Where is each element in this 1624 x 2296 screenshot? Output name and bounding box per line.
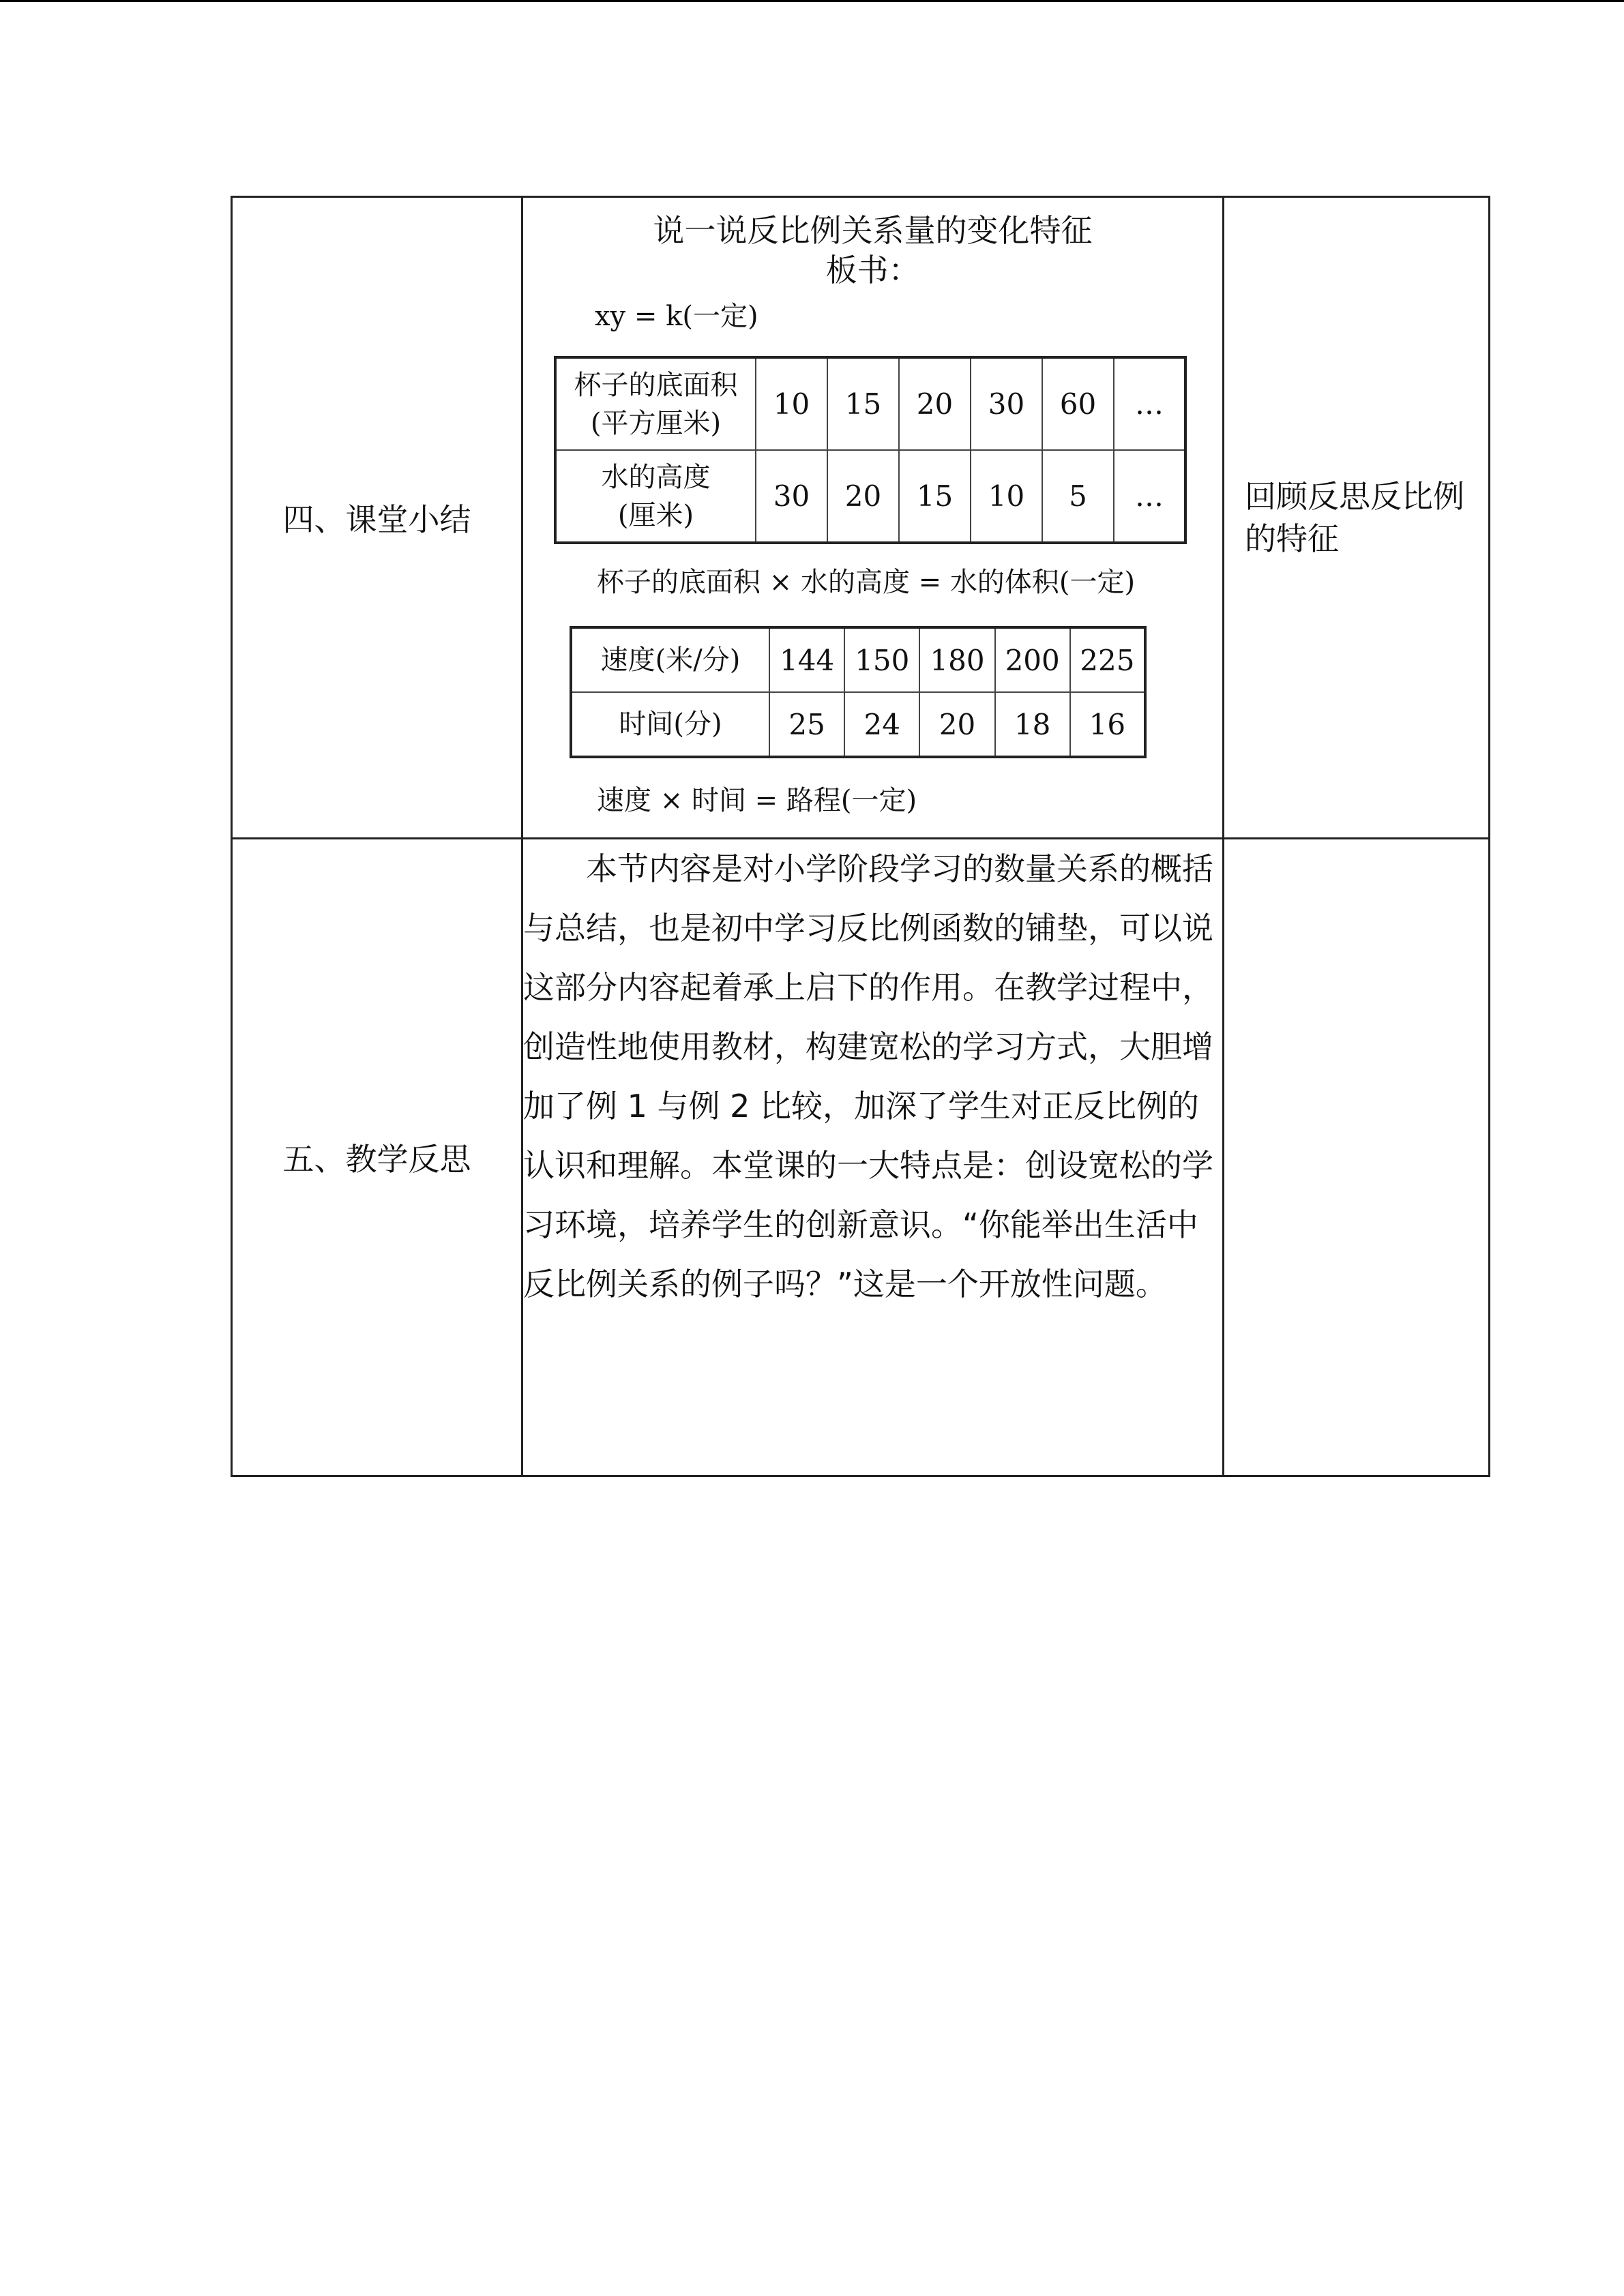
board-label: 板书： [825,252,920,288]
cup-height-header: 水的高度 (厘米) [555,450,756,543]
summary-label: 四、课堂小结 [232,197,522,839]
summary-note: 回顾反思反比例的特征 [1224,197,1490,839]
cup-table [554,356,1187,544]
page-top-border [0,0,1624,2]
reflection-label: 五、教学反思 [232,839,522,1476]
table-cell: 5 [1042,450,1114,543]
time-header: 时间(分) [571,692,769,757]
summary-content [522,197,1224,839]
speed-table [570,626,1147,758]
table-cell: 225 [1070,627,1145,692]
table-cell: 30 [756,450,827,543]
table-cell: 200 [995,627,1070,692]
table-cell: 18 [995,692,1070,757]
table-cell: 24 [844,692,919,757]
table-cell: 10 [971,450,1042,543]
speed-table-row-time [571,692,1145,757]
table-cell: 20 [827,450,899,543]
inverse-formula: xy = k(一定) [595,301,758,332]
table-cell: 10 [756,357,827,450]
table-cell: … [1114,357,1185,450]
cup-relation: 杯子的底面积 × 水的高度 = 水的体积(一定) [597,567,1136,598]
reflection-row [232,839,1490,1476]
speed-table-row-speed [571,627,1145,692]
speed-relation: 速度 × 时间 = 路程(一定) [597,785,917,816]
cup-area-header: 杯子的底面积 (平方厘米) [555,357,756,450]
table-cell: 15 [899,450,971,543]
lesson-plan-table [231,196,1490,1477]
table-cell: 180 [919,627,994,692]
table-cell: 25 [769,692,844,757]
table-cell: 150 [844,627,919,692]
reflection-text: 本节内容是对小学阶段学习的数量关系的概括与总结，也是初中学习反比例函数的铺垫，可以说这部分内容起着承上启下的作用。在教学过程中，创造性地使用教材，构建宽松的学习方式，大胆增加了例 1 与例 2 比较，加深了学生对正反比例的认识和理解。本堂课的一大特点是：创设宽松的学习环境，培养学生的创新意识。“你能举出生活中反比例关系的例子吗？”这是一个开放性问题。 [522,839,1224,1476]
table-cell: 144 [769,627,844,692]
table-cell: 30 [971,357,1042,450]
summary-heading: 说一说反比例关系量的变化特征 [653,212,1093,249]
table-cell: 16 [1070,692,1145,757]
cup-table-row-area [555,357,1185,450]
table-cell: 20 [899,357,971,450]
summary-row [232,197,1490,839]
table-cell: 15 [827,357,899,450]
reflection-note [1224,839,1490,1476]
table-cell: 20 [919,692,994,757]
table-cell: … [1114,450,1185,543]
cup-table-row-height [555,450,1185,543]
speed-header: 速度(米/分) [571,627,769,692]
table-cell: 60 [1042,357,1114,450]
